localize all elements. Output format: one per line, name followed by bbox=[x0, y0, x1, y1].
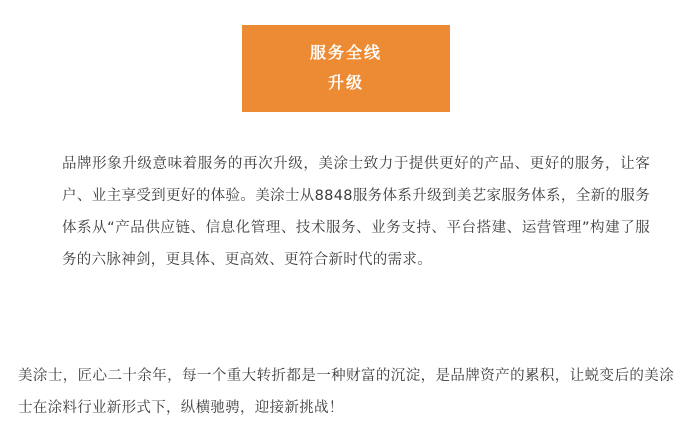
body-text-block bbox=[0, 148, 692, 276]
headline-banner bbox=[242, 25, 450, 112]
banner-line-1: 服务全线 bbox=[309, 43, 382, 62]
paragraph-one: 品牌形象升级意味着服务的再次升级，美涂士致力于提供更好的产品、更好的服务，让客户、业主享受到更好的体验。美涂士从8848服务体系升级到美艺家服务体系，全新的服务体系从“产品供应链、信息化管理、技术服务、业务支持、平台搭建、运营管理”构建了服务的六脉神剑，更具体、更高效、更符合新时代的需求。 bbox=[62, 156, 650, 268]
banner-container bbox=[0, 0, 692, 112]
paragraph-two: 美涂士，匠心二十余年，每一个重大转折都是一种财富的沉淀，是品牌资产的累积，让蜕变后的美涂士在涂料行业新形式下，纵横驰骋，迎接新挑战！ bbox=[18, 367, 674, 416]
banner-line-2: 升级 bbox=[327, 73, 364, 92]
closing-text-block bbox=[18, 345, 674, 438]
